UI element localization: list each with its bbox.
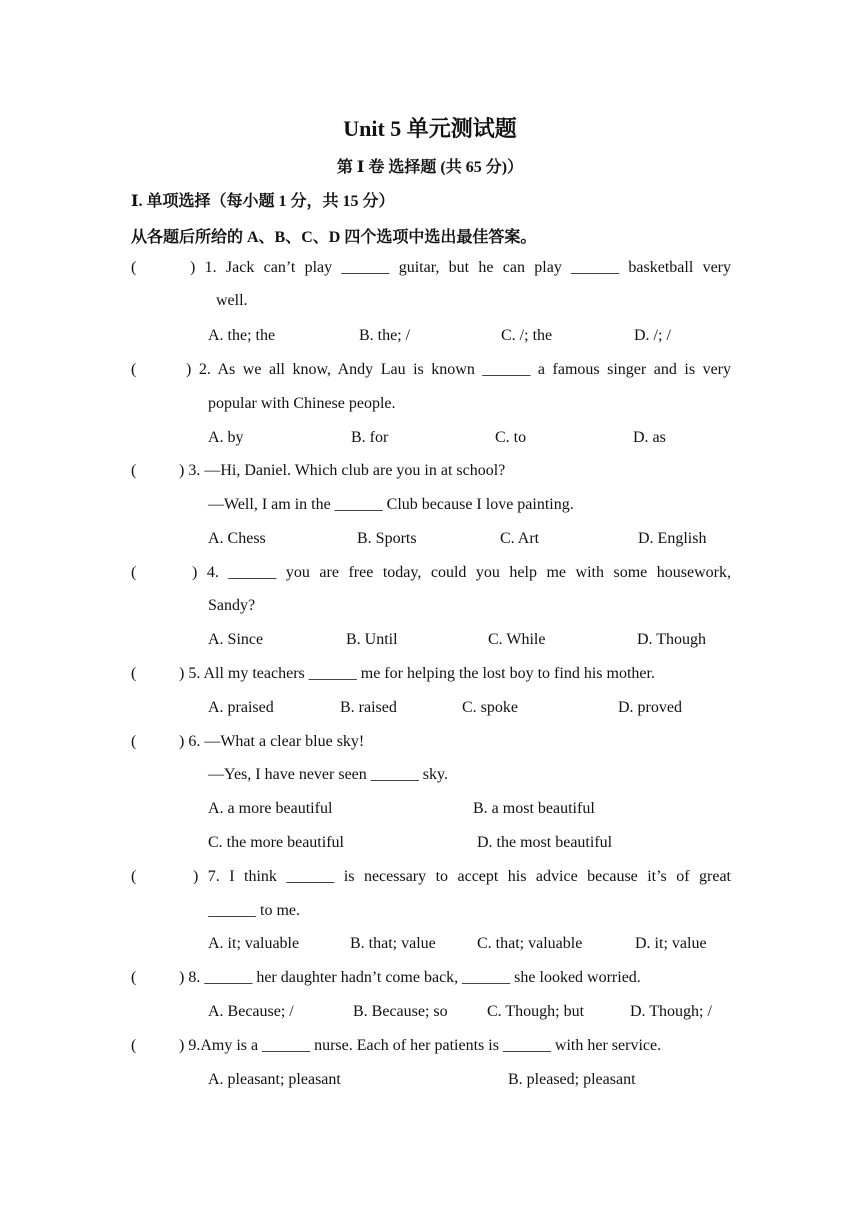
- q3-option-c: C. Art: [500, 530, 540, 547]
- q1-option-b: B. the; /: [359, 327, 411, 344]
- answer-blank-7[interactable]: (: [131, 868, 137, 885]
- answer-blank-8[interactable]: (: [131, 969, 137, 986]
- q5-option-d: D. proved: [618, 699, 682, 716]
- instructions: 从各题后所给的 A、B、C、D 四个选项中选出最佳答案。: [131, 229, 537, 246]
- q5-option-b: B. raised: [340, 699, 397, 716]
- q8-option-c: C. Though; but: [487, 1003, 585, 1020]
- question-5-stem-line1: ) 5. All my teachers ______ me for helping the lost boy to find his mother.: [179, 665, 655, 682]
- answer-blank-3[interactable]: (: [131, 462, 137, 479]
- q9-option-b: B. pleased; pleasant: [508, 1071, 636, 1088]
- section-heading: Ⅰ. 单项选择（每小题 1 分，共 15 分）: [131, 193, 395, 210]
- q6-option-b: B. a most beautiful: [473, 800, 595, 817]
- q8-option-d: D. Though; /: [630, 1003, 712, 1020]
- question-1-stem-line1: ) 1. Jack can’t play ______ guitar, but he can play ______ basketball very: [190, 259, 731, 276]
- answer-blank-6[interactable]: (: [131, 733, 137, 750]
- answer-blank-9[interactable]: (: [131, 1037, 137, 1054]
- question-2-stem-line1: ) 2. As we all know, Andy Lau is known ______ a famous singer and is very: [186, 361, 731, 378]
- q3-option-b: B. Sports: [357, 530, 417, 547]
- question-6-stem-line2: —Yes, I have never seen ______ sky.: [208, 766, 448, 783]
- q4-option-c: C. While: [488, 631, 546, 648]
- question-1-stem-line2: well.: [216, 292, 248, 309]
- question-4-stem-line1: ) 4. ______ you are free today, could you help me with some housework,: [192, 564, 731, 581]
- q7-option-a: A. it; valuable: [208, 935, 300, 952]
- question-3-stem-line1: ) 3. —Hi, Daniel. Which club are you in at school?: [179, 462, 506, 479]
- q6-option-a: A. a more beautiful: [208, 800, 333, 817]
- question-8-stem-line1: ) 8. ______ her daughter hadn’t come back, ______ she looked worried.: [179, 969, 641, 986]
- answer-blank-1[interactable]: (: [131, 259, 137, 276]
- question-7-stem-line1: ) 7. I think ______ is necessary to accept his advice because it’s of great: [193, 868, 731, 885]
- page-title: Unit 5 单元测试题: [343, 116, 517, 141]
- question-4-stem-line2: Sandy?: [208, 597, 256, 614]
- q4-option-a: A. Since: [208, 631, 264, 648]
- q3-option-d: D. English: [638, 530, 707, 547]
- q3-option-a: A. Chess: [208, 530, 266, 547]
- answer-blank-2[interactable]: (: [131, 361, 137, 378]
- q8-option-b: B. Because; so: [353, 1003, 448, 1020]
- question-6-stem-line1: ) 6. —What a clear blue sky!: [179, 733, 365, 750]
- q2-option-b: B. for: [351, 429, 389, 446]
- answer-blank-5[interactable]: (: [131, 665, 137, 682]
- q5-option-a: A. praised: [208, 699, 274, 716]
- q8-option-a: A. Because; /: [208, 1003, 294, 1020]
- question-7-stem-line2: ______ to me.: [208, 902, 300, 919]
- q5-option-c: C. spoke: [462, 699, 518, 716]
- answer-blank-4[interactable]: (: [131, 564, 137, 581]
- q9-option-a: A. pleasant; pleasant: [208, 1071, 341, 1088]
- q6-option-d: D. the most beautiful: [477, 834, 613, 851]
- q2-option-a: A. by: [208, 429, 244, 446]
- question-3-stem-line2: —Well, I am in the ______ Club because I love painting.: [208, 496, 574, 513]
- q4-option-b: B. Until: [346, 631, 398, 648]
- q7-option-d: D. it; value: [635, 935, 707, 952]
- q4-option-d: D. Though: [637, 631, 707, 648]
- part-subtitle: 第 Ⅰ 卷 选择题 (共 65 分)）: [336, 159, 524, 176]
- q7-option-b: B. that; value: [350, 935, 436, 952]
- q2-option-d: D. as: [633, 429, 666, 446]
- q6-option-c: C. the more beautiful: [208, 834, 344, 851]
- q1-option-d: D. /; /: [634, 327, 671, 344]
- q1-option-a: A. the; the: [208, 327, 276, 344]
- q2-option-c: C. to: [495, 429, 527, 446]
- q1-option-c: C. /; the: [501, 327, 553, 344]
- q7-option-c: C. that; valuable: [477, 935, 583, 952]
- question-2-stem-line2: popular with Chinese people.: [208, 395, 396, 412]
- question-9-stem-line1: ) 9.Amy is a ______ nurse. Each of her patients is ______ with her service.: [179, 1037, 662, 1054]
